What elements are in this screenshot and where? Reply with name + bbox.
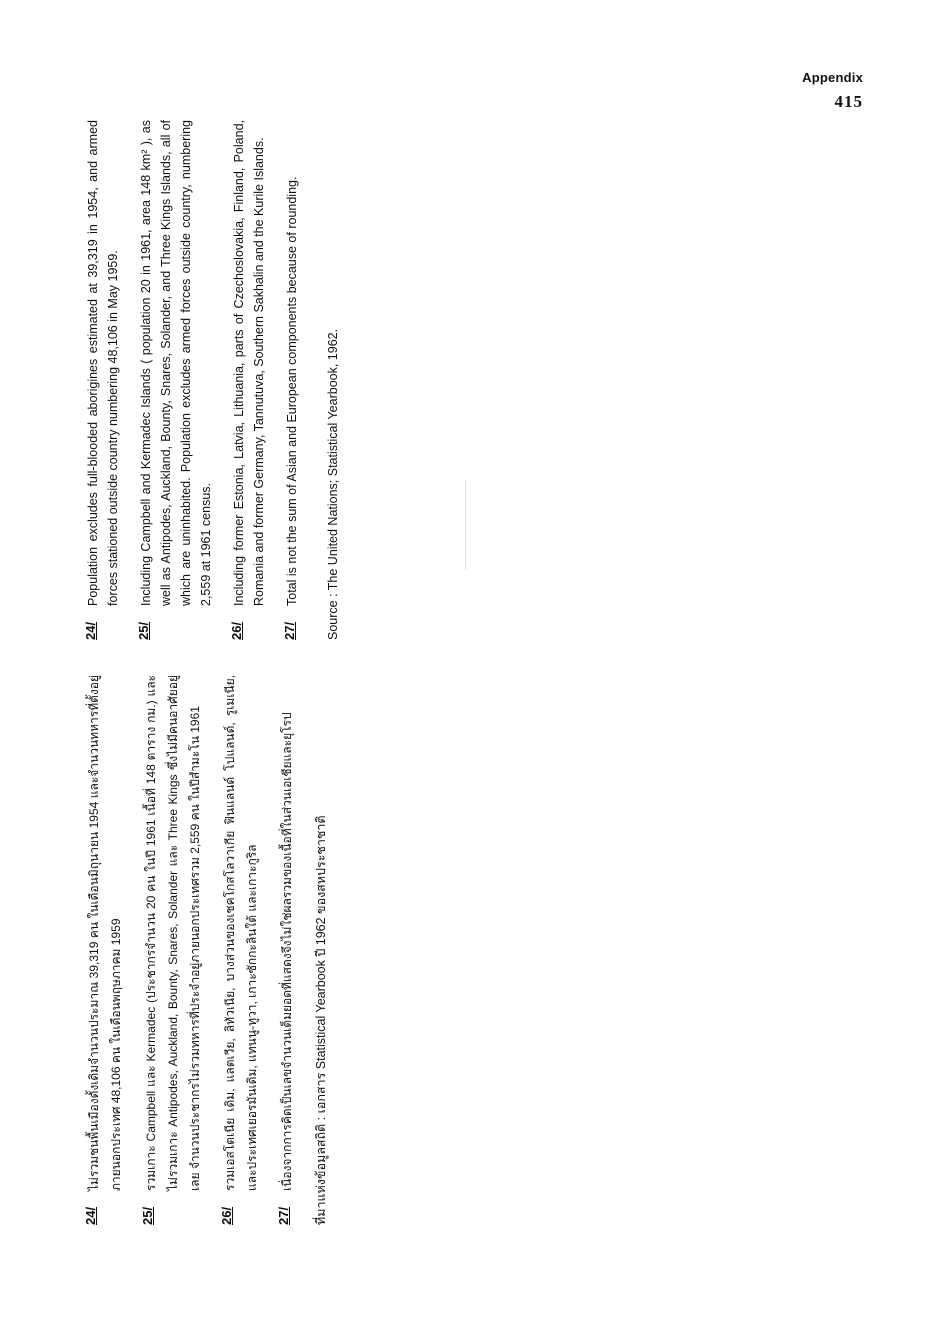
footnote-th-25 — [140, 675, 206, 1225]
footnote-text: Including Campbell and Kermadec Islands ( population 20 in 1961, area 148 km² ), as well as Antipodes, Auckland, Bounty, Snares, Solander, and Three Kings Islands, all of which are uninhabited. Population excludes armed forces outside country, numbering 2,559 at 1961 census. — [139, 120, 213, 606]
source-citation-th: ที่มาแห่งข้อมูลสถิติ : เอกสาร Statistical Yearbook ปี 1962 ของสหประชาชาติ — [314, 815, 328, 1225]
source-citation-en: Source : The United Nations; Statistical Yearbook, 1962. — [326, 328, 340, 640]
footnote-text: รวมเอสโตเนีย เดิม, แลตเวีย, ลิทัวเนีย, บางส่วนของเชคโกสโลวาเกีย ฟินแลนด์ โปแลนด์, รูเมเนีย, และประเทศเยอรมันเดิม, แทนนู-ทูวา, เกาะซักกะลินใต้ และเกาะกูริล — [223, 675, 259, 1191]
footnote-en-25 — [136, 120, 216, 640]
footnote-text: Including former Estonia, Latvia, Lithuania, parts of Czechoslovakia, Finland, Poland, Romania and former Germany, Tannutuva, Southern Sakhalin and the Kurile Islands. — [232, 120, 266, 606]
footnote-en-26 — [229, 120, 269, 640]
footnote-number: 26/ — [229, 621, 244, 640]
footnote-text: ไม่รวมชนพื้นเมืองดั้งเดิมจำนวนประมาณ 39,319 คน ในเดือนมิถุนายน 1954 และจำนวนทหารที่ตั้งอยู่ภายนอกประเทศ 48,106 คน ในเดือนพฤษภาคม 1959 — [87, 675, 123, 1191]
footnote-en-27 — [282, 120, 302, 640]
page-number: 415 — [834, 92, 863, 111]
footnote-text: รวมเกาะ Campbell และ Kermadec (ประชากรจำนวน 20 คน ในปี 1961 เนื้อที่ 148 ตาราง กม.) และไม่รวมเกาะ Antipodes, Auckland, Bounty, Snares, Solander และ Three Kings ซึ่งไม่มีคนอาศัยอยู่เลย จำนวนประชากรไม่รวมทหารที่ประจำอยู่ภายนอกประเทศรวม 2,559 คน ในปีสำมะโน 1961 — [144, 675, 202, 1191]
english-footnotes — [83, 120, 340, 640]
footnote-number: 25/ — [136, 621, 151, 640]
footnote-th-24 — [83, 675, 127, 1225]
footnote-number: 24/ — [83, 621, 98, 640]
footnote-number: 27/ — [276, 1206, 291, 1225]
footnote-number: 26/ — [219, 1206, 234, 1225]
footnote-text: เนื่องจากการคิดเป็นเลขจำนวนเต็มยอดที่แสดงจึงไม่ใช่ผลรวมของเนื้อที่ในส่วนเอเชียและยุโรป — [280, 712, 294, 1191]
footnote-text: Population excludes full-blooded aborigines estimated at 39,319 in 1954, and armed forces stationed outside country numbering 48,106 in May 1959. — [86, 120, 120, 606]
footnote-number: 27/ — [282, 621, 297, 640]
footnote-th-27 — [276, 675, 298, 1225]
thai-footnotes — [83, 675, 331, 1225]
footnote-th-26 — [219, 675, 263, 1225]
section-label: Appendix — [802, 70, 863, 85]
footnote-number: 25/ — [140, 1206, 155, 1225]
footnote-number: 24/ — [83, 1206, 98, 1225]
page-header — [802, 70, 863, 112]
footnote-text: Total is not the sum of Asian and European components because of rounding. — [285, 176, 299, 606]
column-divider — [465, 480, 466, 570]
footnote-en-24 — [83, 120, 123, 640]
